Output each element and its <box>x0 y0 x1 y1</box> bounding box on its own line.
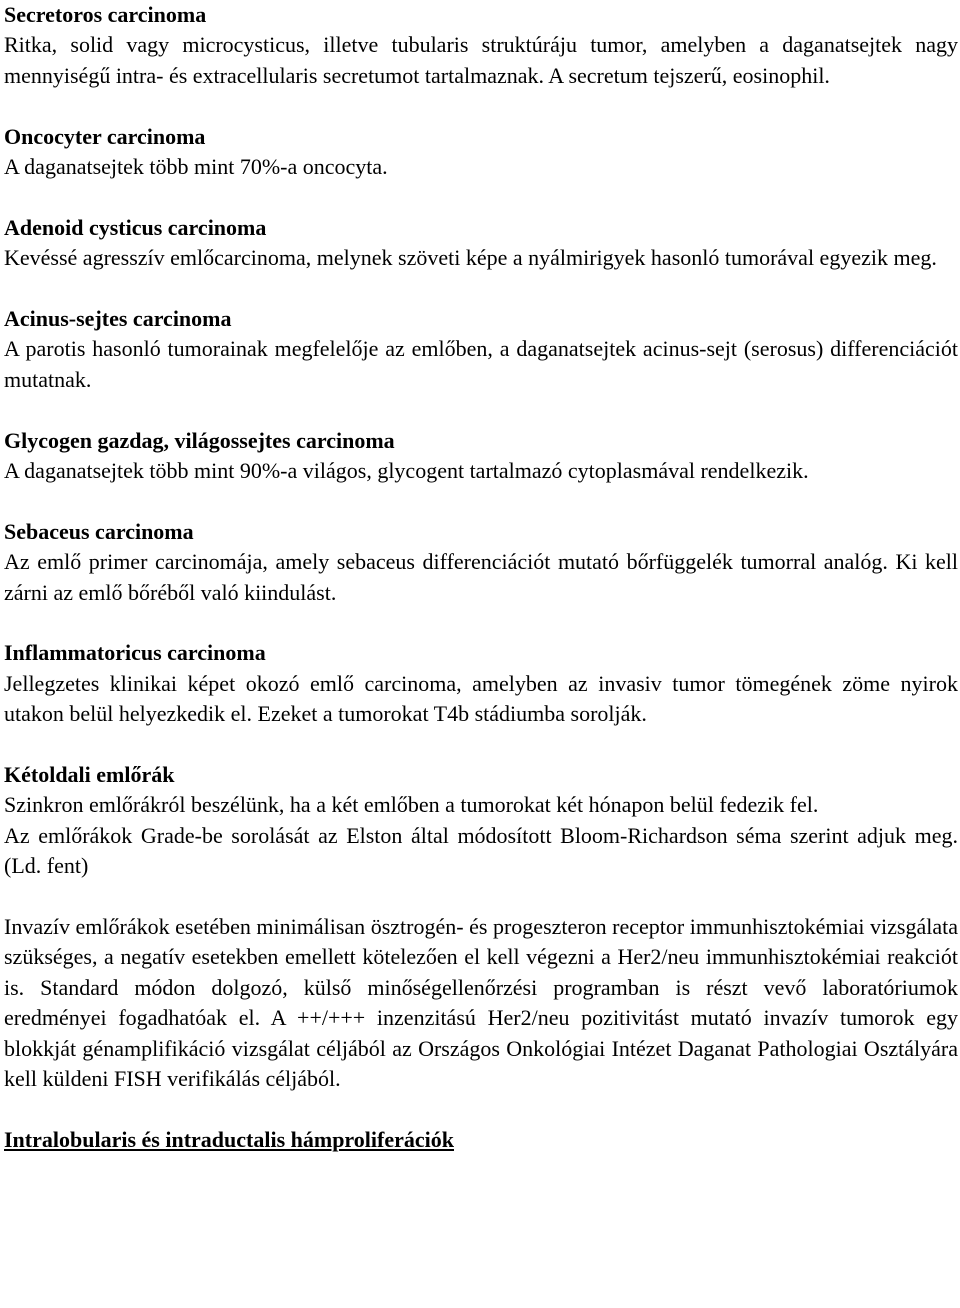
spacer <box>4 182 958 212</box>
section-title: Sebaceus carcinoma <box>4 518 194 544</box>
spacer <box>4 274 958 304</box>
spacer <box>4 486 958 516</box>
section-secretoros <box>4 0 958 91</box>
section-inflammatoricus <box>4 638 958 729</box>
spacer <box>4 395 958 425</box>
section-body: Az emlő primer carcinomája, amely sebaceus differenciációt mutató bőrfüggelék tumorral analóg. Ki kell zárni az emlő bőréből való kiindulást. <box>4 549 958 605</box>
section-body: Jellegzetes klinikai képet okozó emlő carcinoma, amelyben az invasiv tumor tömegének zöme nyirok utakon belül helyezkedik el. Ezeket a tumorokat T4b stádiumba sorolják. <box>4 670 958 727</box>
spacer <box>4 730 958 760</box>
section-title: Secretoros carcinoma <box>4 2 207 27</box>
section-acinus-sejtes <box>4 304 958 395</box>
section-glycogen <box>4 426 958 487</box>
section-sebaceus <box>4 517 958 608</box>
section-title: Kétoldali emlőrák <box>4 762 175 788</box>
final-heading: Intralobularis és intraductalis hámproliferációk <box>4 1126 454 1152</box>
section-adenoid-cysticus <box>4 213 958 274</box>
section-ketoldali <box>4 760 958 882</box>
spacer <box>4 91 958 121</box>
section-body-grade: Az emlőrákok Grade-be sorolását az Elston által módosított Bloom-Richardson séma szerint adjuk meg. (Ld. fent) <box>4 822 958 879</box>
section-body: Ritka, solid vagy microcysticus, illetve tubularis struktúráju tumor, amelyben a daganatsejtek nagy mennyiségű intra- és extracellularis secretumot tartalmaznak. A secretum tejszerű, eosinophil. <box>4 32 958 88</box>
section-title: Acinus-sejtes carcinoma <box>4 306 232 332</box>
section-body: A daganatsejtek több mint 70%-a oncocyta. <box>4 154 388 180</box>
section-body: Kevéssé agresszív emlőcarcinoma, melynek szöveti képe a nyálmirigyek hasonló tumorával egyezik meg. <box>4 245 937 271</box>
section-body: Szinkron emlőrákról beszélünk, ha a két emlőben a tumorokat két hónapon belül fedezik fel. <box>4 792 819 818</box>
section-oncocyter <box>4 122 958 183</box>
section-title: Oncocyter carcinoma <box>4 123 206 149</box>
section-title: Glycogen gazdag, világossejtes carcinoma <box>4 427 395 453</box>
section-body: A daganatsejtek több mint 90%-a világos, glycogent tartalmazó cytoplasmával rendelkezik. <box>4 458 809 484</box>
receptor-paragraph: Invazív emlőrákok esetében minimálisan ösztrogén- és progeszteron receptor immunhisztokémiai vizsgálata szükséges, a negatív esetekben emellett kötelezően el kell végezni a Her2/neu immunhisztokémiai reakciót is. Standard módon dolgozó, külső minőségellenőrzési programban is részt vevő laboratóriumok eredményei fogadhatóak el. A ++/+++ inzenzitású Her2/neu pozitivitást mutató invazív tumorok egy blokkját génamplifikáció vizsgálat céljából az Országos Onkológiai Intézet Daganat Pathologiai Osztályára kell küldeni FISH verifikálás céljából. <box>4 914 958 1092</box>
section-body: A parotis hasonló tumorainak megfelelője az emlőben, a daganatsejtek acinus-sejt (serosus) differenciációt mutatnak. <box>4 336 958 392</box>
spacer <box>4 1095 958 1125</box>
spacer <box>4 608 958 638</box>
section-title: Inflammatoricus carcinoma <box>4 640 266 666</box>
section-title: Adenoid cysticus carcinoma <box>4 214 267 240</box>
spacer <box>4 882 958 912</box>
